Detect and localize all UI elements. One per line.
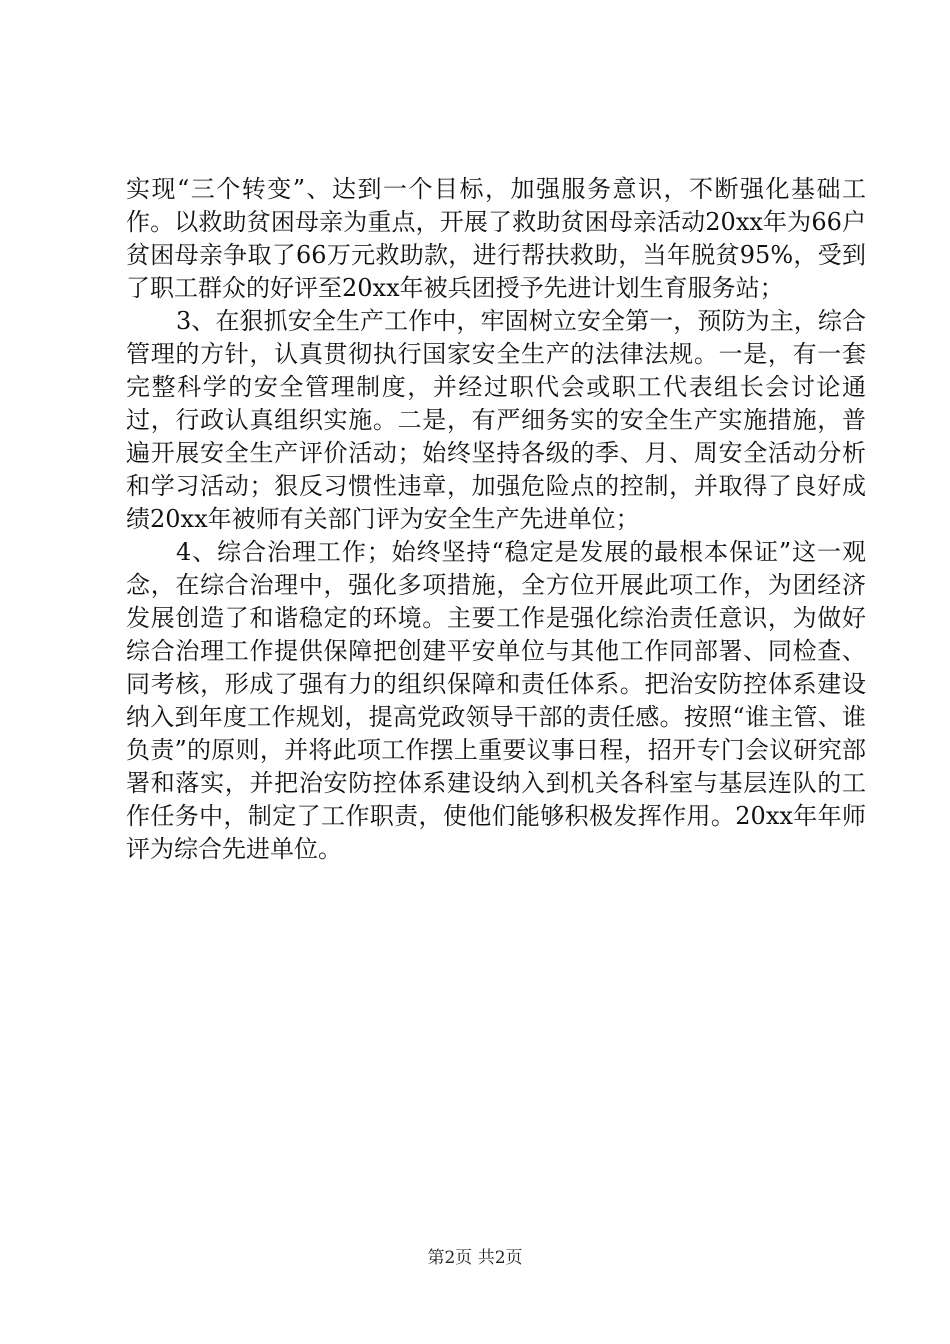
paragraph-continuation: 实现“三个转变”、达到一个目标，加强服务意识，不断强化基础工作。以救助贫困母亲为重点，开展了救助贫困母亲活动20xx年为66户贫困母亲争取了66万元救助款，进行帮扶救助，当年脱贫95%，受到了职工群众的好评至20xx年被兵团授予先进计划生育服务站； [126, 175, 866, 302]
paragraph-comprehensive-governance: 4、综合治理工作；始终坚持“稳定是发展的最根本保证”这一观念，在综合治理中，强化多项措施，全方位开展此项工作，为团经济发展创造了和谐稳定的环境。主要工作是强化综治责任意识，为做好综合治理工作提供保障把创建平安单位与其他工作同部署、同检查、同考核，形成了强有力的组织保障和责任体系。把治安防控体系建设纳入到年度工作规划，提高党政领导干部的责任感。按照“谁主管、谁负责”的原则，并将此项工作摆上重要议事日程，招开专门会议研究部署和落实，并把治安防控体系建设纳入到机关各科室与基层连队的工作任务中，制定了工作职责，使他们能够积极发挥作用。20xx年年师评为综合先进单位。 [126, 538, 866, 863]
paragraph-safety-production: 3、在狠抓安全生产工作中，牢固树立安全第一，预防为主，综合管理的方针，认真贯彻执行国家安全生产的法律法规。一是，有一套完整科学的安全管理制度，并经过职代会或职工代表组长会讨论通过，行政认真组织实施。二是，有严细务实的安全生产实施措施，普遍开展安全生产评价活动；始终坚持各级的季、月、周安全活动分析和学习活动；狠反习惯性违章，加强危险点的控制，并取得了良好成绩20xx年被师有关部门评为安全生产先进单位； [126, 307, 866, 533]
document-body [126, 173, 866, 866]
page-footer: 第2页 共2页 [427, 1248, 523, 1268]
